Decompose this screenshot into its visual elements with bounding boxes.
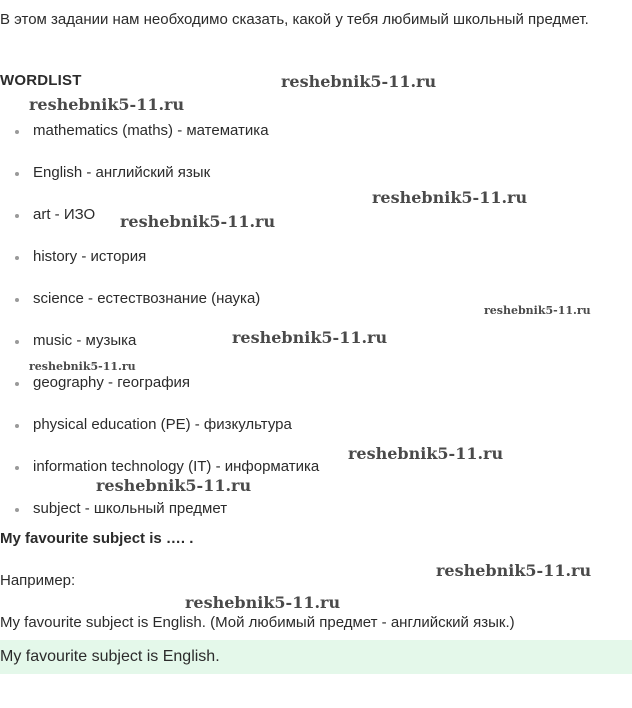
list-item — [0, 246, 319, 288]
watermark: reshebnik5-11.ru — [484, 304, 591, 317]
watermark: reshebnik5-11.ru — [281, 72, 437, 91]
watermark: reshebnik5-11.ru — [372, 188, 528, 207]
list-item — [0, 288, 319, 330]
watermark: reshebnik5-11.ru — [96, 476, 252, 495]
list-item — [0, 414, 319, 456]
list-item — [0, 372, 319, 414]
watermark: reshebnik5-11.ru — [348, 444, 504, 463]
wordlist-entry: information technology (IT) - информатика — [33, 458, 320, 475]
intro-text: В этом задании нам необходимо сказать, какой у тебя любимый школьный предмет. — [0, 11, 589, 28]
wordlist-entry: science - естествознание (наука) — [33, 290, 261, 307]
sentence-pattern: My favourite subject is …. . — [0, 530, 194, 547]
wordlist-entry: mathematics (maths) - математика — [33, 122, 269, 139]
wordlist-entry: geography - география — [33, 374, 191, 391]
wordlist-entry: subject - школьный предмет — [33, 500, 228, 517]
list-item — [0, 162, 319, 204]
example-text: My favourite subject is English. (Мой любимый предмет - английский язык.) — [0, 614, 515, 631]
wordlist-entry: physical education (PE) - физкультура — [33, 416, 292, 433]
wordlist-entry: art - ИЗО — [33, 206, 96, 223]
answer-box — [0, 640, 632, 674]
watermark: reshebnik5-11.ru — [29, 360, 136, 373]
bullet-icon — [15, 256, 19, 260]
bullet-icon — [15, 298, 19, 302]
answer-text: My favourite subject is English. — [0, 648, 220, 665]
bullet-icon — [15, 424, 19, 428]
wordlist-entry: English - английский язык — [33, 164, 211, 181]
bullet-icon — [15, 130, 19, 134]
watermark: reshebnik5-11.ru — [436, 561, 592, 580]
example-label: Например: — [0, 572, 76, 589]
bullet-icon — [15, 214, 19, 218]
bullet-icon — [15, 340, 19, 344]
bullet-icon — [15, 466, 19, 470]
list-item — [0, 120, 319, 162]
bullet-icon — [15, 172, 19, 176]
watermark: reshebnik5-11.ru — [232, 328, 388, 347]
watermark: reshebnik5-11.ru — [185, 593, 341, 612]
wordlist-heading: WORDLIST — [0, 72, 82, 89]
wordlist-entry: music - музыка — [33, 332, 137, 349]
bullet-icon — [15, 382, 19, 386]
watermark: reshebnik5-11.ru — [29, 95, 185, 114]
wordlist-entry: history - история — [33, 248, 147, 265]
watermark: reshebnik5-11.ru — [120, 212, 276, 231]
bullet-icon — [15, 508, 19, 512]
